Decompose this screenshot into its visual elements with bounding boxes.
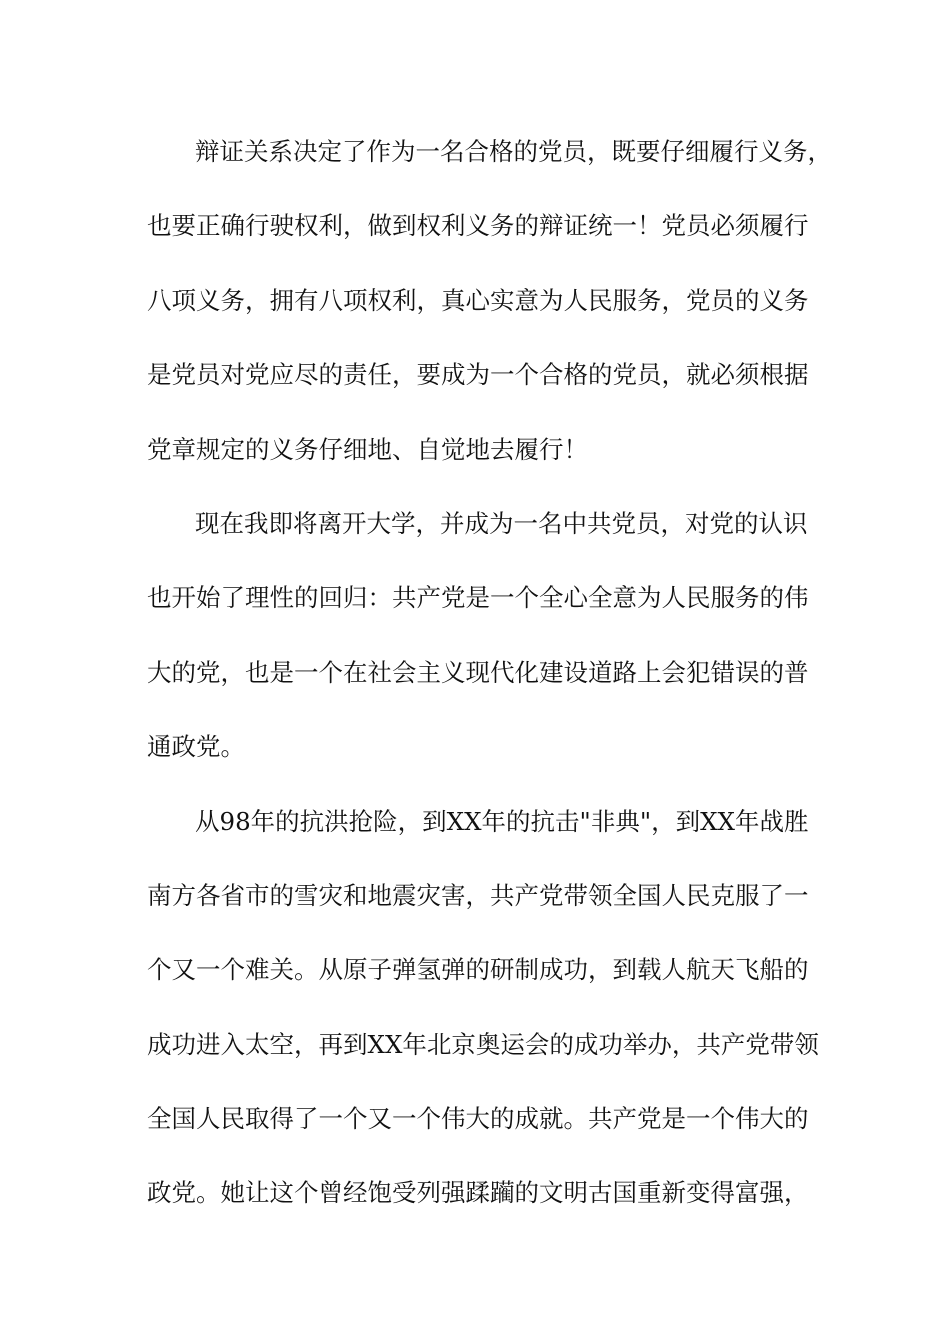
paragraph-3-line-5: 全国人民取得了一个又一个伟大的成就。共产党是一个伟大的 <box>147 1104 809 1134</box>
paragraph-3-line-6: 政党。她让这个曾经饱受列强蹂躏的文明古国重新变得富强， <box>147 1178 809 1208</box>
body-text <box>147 128 832 1244</box>
paragraph-1-line-5: 党章规定的义务仔细地、自觉地去履行！ <box>147 434 588 464</box>
paragraph-3-line-4: 成功进入太空，再到XX年北京奥运会的成功举办，共产党带领 <box>147 1029 819 1059</box>
paragraph-3-line-1: 从98年的抗洪抢险，到XX年的抗击"非典"，到XX年战胜 <box>195 806 809 836</box>
paragraph-2-line-2: 也开始了理性的回归：共产党是一个全心全意为人民服务的伟 <box>147 583 809 613</box>
paragraph-2-line-1: 现在我即将离开大学，并成为一名中共党员，对党的认识 <box>195 508 808 538</box>
paragraph-1-line-2: 也要正确行驶权利，做到权利义务的辩证统一！党员必须履行 <box>147 211 809 241</box>
paragraph-1-line-1: 辩证关系决定了作为一名合格的党员，既要仔细履行义务， <box>195 137 832 166</box>
paragraph-3-line-2: 南方各省市的雪灾和地震灾害，共产党带领全国人民克服了一 <box>147 880 809 910</box>
paragraph-2-line-4: 通政党。 <box>147 732 245 762</box>
paragraph-2-line-3: 大的党，也是一个在社会主义现代化建设道路上会犯错误的普 <box>147 657 809 687</box>
paragraph-1-line-4: 是党员对党应尽的责任，要成为一个合格的党员，就必须根据 <box>147 360 809 390</box>
paragraph-1-line-3: 八项义务，拥有八项权利，真心实意为人民服务，党员的义务 <box>147 285 809 315</box>
paragraph-3-line-3: 个又一个难关。从原子弹氢弹的研制成功，到载人航天飞船的 <box>147 955 809 985</box>
